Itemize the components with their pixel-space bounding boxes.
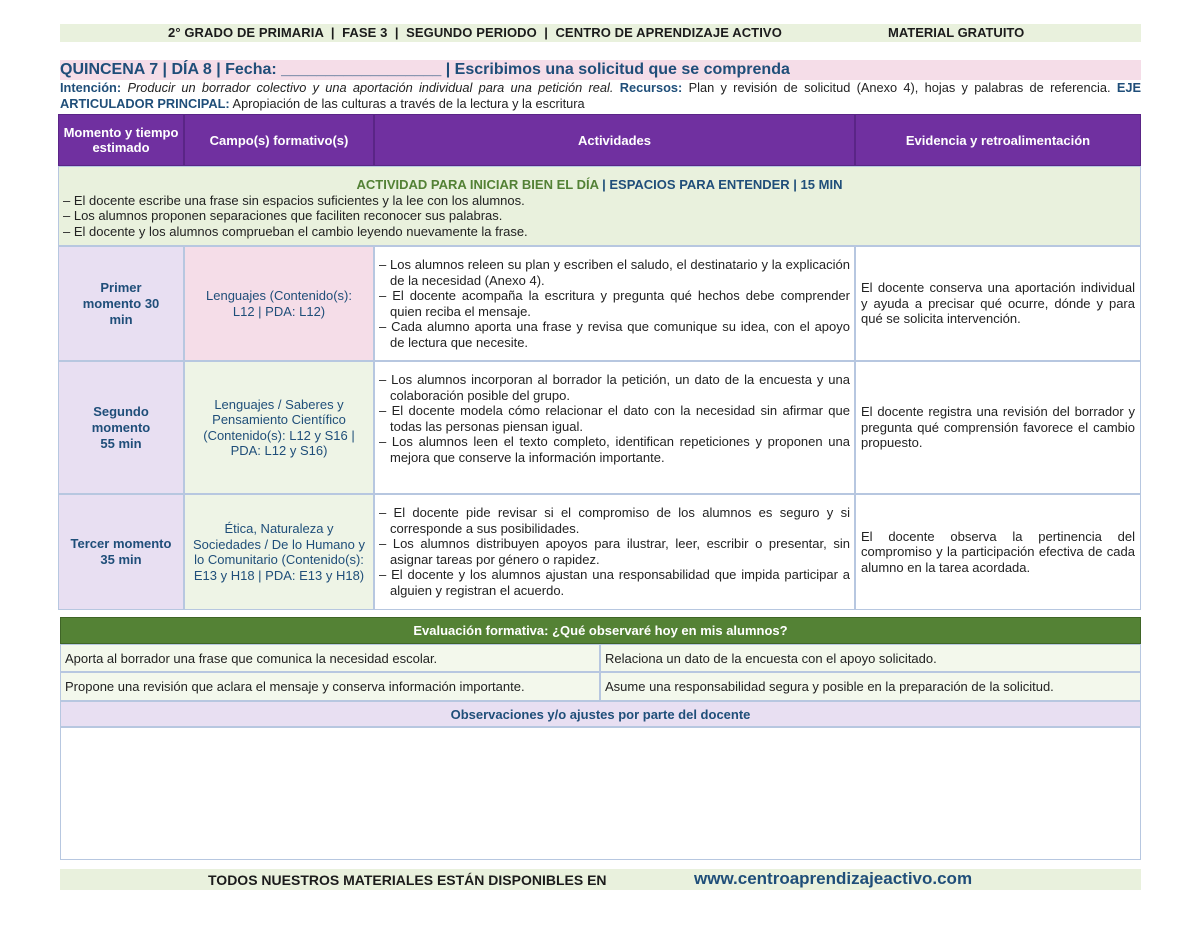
evaluation-cell: Relaciona un dato de la encuesta con el apoyo solicitado. [600,644,1141,672]
header-evidencia: Evidencia y retroalimentación [855,114,1141,166]
header-campo: Campo(s) formativo(s) [184,114,374,166]
campo-label: Ética, Naturaleza y Sociedades / De lo Humano y lo Comunitario (Contenido(s): E13 y H18 | PDA: E13 y H18) [193,521,365,583]
evidencia-cell [855,494,1141,610]
activity-item: – El docente acompaña la escritura y pregunta qué hechos debe comprender quien reciba el mensaje. [379,288,850,319]
actividades-cell [374,494,855,610]
evidencia-text: El docente conserva una aportación individual y ayuda a precisar qué ocurre, dónde y para qué se solicita intervención. [861,280,1135,327]
campo-label: Lenguajes (Contenido(s): L12 | PDA: L12) [206,288,352,319]
intro-paragraph [60,80,1141,112]
activity-item: – Los alumnos releen su plan y escriben el saludo, el destinatario y la explicación de la necesidad (Anexo 4). [379,257,850,288]
observations-title: Observaciones y/o ajustes por parte del docente [60,701,1141,727]
footer-text: TODOS NUESTROS MATERIALES ESTÁN DISPONIBLES EN [208,872,607,888]
evaluation-cell: Propone una revisión que aclara el mensaje y conserva información importante. [60,672,600,701]
campo-label: Lenguajes / Saberes y Pensamiento Científico (Contenido(s): L12 y S16 | PDA: L12 y S16) [203,396,355,458]
activity-item: – Los alumnos incorporan al borrador la petición, un dato de la encuesta y una colaboración posible del grupo. [379,372,850,403]
activity-item: – El docente pide revisar si el compromiso de los alumnos es seguro y si corresponde a sus posibilidades. [379,505,850,536]
evaluation-cell: Aporta al borrador una frase que comunica la necesidad escolar. [60,644,600,672]
eje-text: Apropiación de las culturas a través de la lectura y la escritura [232,96,585,111]
footer-band [60,869,1141,890]
momento-label: Tercer momento 35 min [70,536,172,567]
evidencia-text: El docente registra una revisión del borrador y pregunta qué comprensión favorece el cambio propuesto. [861,404,1135,451]
evidencia-text: El docente observa la pertinencia del compromiso y la participación efectiva de cada alumno en la tarea acordada. [861,528,1135,575]
page-title: QUINCENA 7 | DÍA 8 | Fecha: __________________ | Escribimos una solicitud que se comprenda [60,61,790,78]
activity-item: – El docente modela cómo relacionar el dato con la necesidad sin afirmar que todas las personas piensan igual. [379,403,850,434]
start-activity-item: – El docente escribe una frase sin espacios suficientes y la lee con los alumnos. [63,192,525,208]
campo-cell [184,494,374,610]
momento-cell [58,361,184,494]
start-activity-title [63,177,1136,193]
intencion-label: Intención: [60,80,122,95]
campo-cell [184,361,374,494]
activity-item: – Cada alumno aporta una frase y revisa que comunique su idea, con el apoyo de lectura que necesite. [379,319,850,350]
momento-label: Primer momento 30 min [82,279,160,327]
eje-label: EJE ARTICULADOR PRINCIPAL: [60,80,1142,111]
evaluation-title: Evaluación formativa: ¿Qué observaré hoy en mis alumnos? [60,617,1141,644]
observations-area[interactable] [60,727,1141,860]
header-actividades: Actividades [374,114,855,166]
momento-cell [58,494,184,610]
activity-item: – El docente y los alumnos ajustan una responsabilidad que impida participar a alguien y registran el acuerdo. [379,567,850,598]
momento-cell [58,246,184,361]
footer-website-link[interactable]: www.centroaprendizajeactivo.com [694,869,973,888]
actividades-cell [374,246,855,361]
campo-cell [184,246,374,361]
header-band [60,24,1141,42]
evidencia-cell [855,246,1141,361]
evidencia-cell [855,361,1141,494]
start-activity-item: – El docente y los alumnos comprueban el cambio leyendo nuevamente la frase. [63,223,528,239]
intencion-text: Producir un borrador colectivo y una aportación individual para una petición real. [127,80,614,95]
header-grade-info: 2° GRADO DE PRIMARIA | FASE 3 | SEGUNDO PERIODO | CENTRO DE APRENDIZAJE ACTIVO [168,25,782,40]
header-momento: Momento y tiempo estimado [58,114,184,166]
header-free-material: MATERIAL GRATUITO [888,25,1025,40]
recursos-text: Plan y revisión de solicitud (Anexo 4), hojas y palabras de referencia. [688,80,1111,95]
start-activity-item: – Los alumnos proponen separaciones que faciliten reconocer sus palabras. [63,208,503,223]
activity-item: – Los alumnos distribuyen apoyos para ilustrar, leer, escribir o presentar, sin asignar tareas por género o rapidez. [379,536,850,567]
start-activity-title-sub: | ESPACIOS PARA ENTENDER | 15 MIN [598,177,843,192]
start-activity [58,166,1141,246]
momento-label: Segundo momento 55 min [91,403,151,451]
activity-item: – Los alumnos leen el texto completo, identifican repeticiones y proponen una mejora que conserve la información importante. [379,434,850,465]
recursos-label: Recursos: [619,80,683,95]
actividades-cell [374,361,855,494]
title-band [60,60,1141,80]
evaluation-cell: Asume una responsabilidad segura y posible en la preparación de la solicitud. [600,672,1141,701]
activities-table [58,114,1141,610]
start-activity-title-main: ACTIVIDAD PARA INICIAR BIEN EL DÍA [356,177,599,192]
